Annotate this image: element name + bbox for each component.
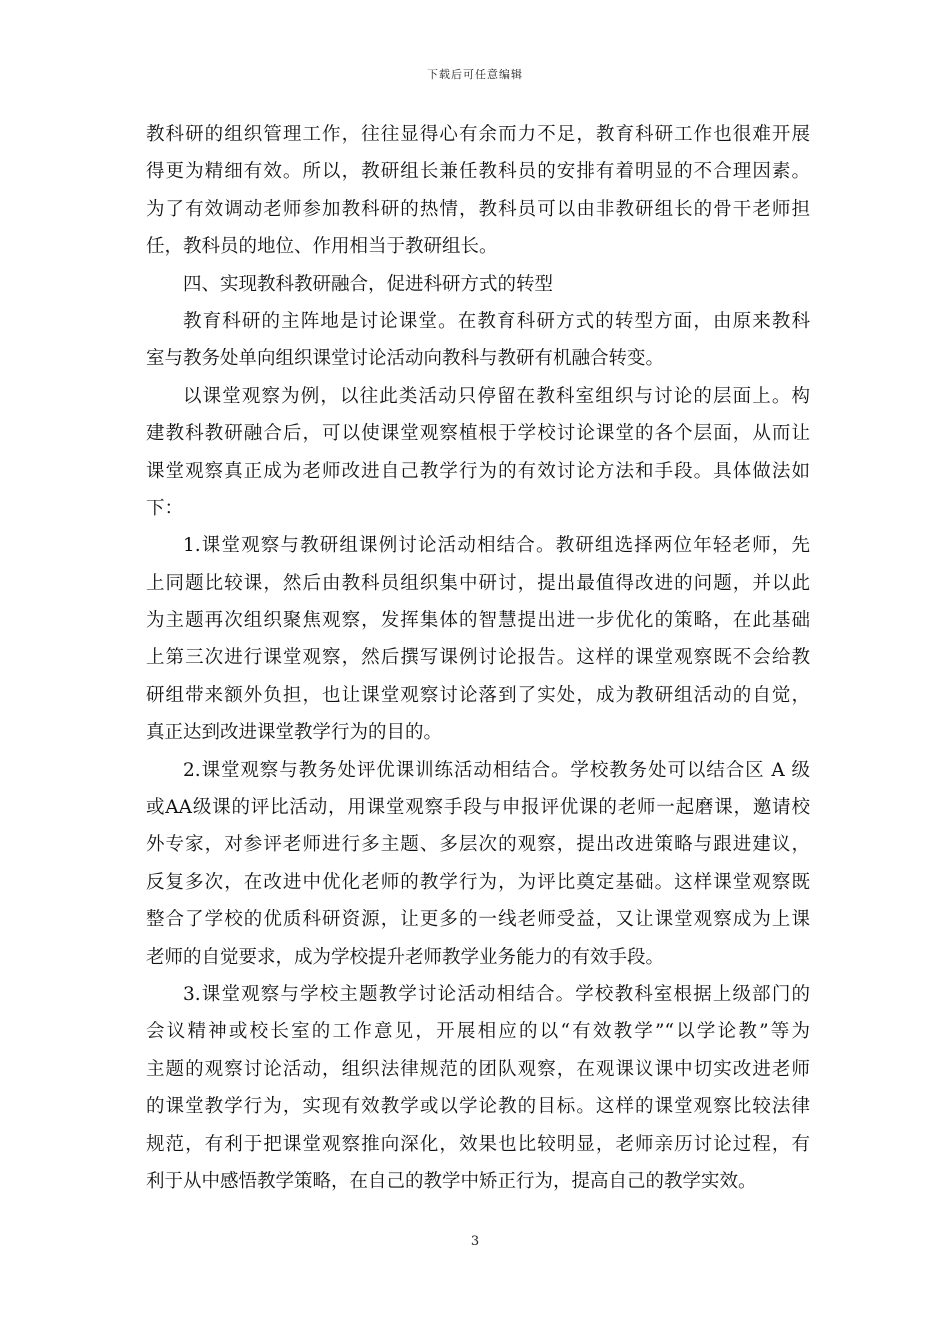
document-body [146, 116, 810, 1200]
text-line: 教育科研的主阵地是讨论课堂。在教育科研方式的转型方面，由原来教科 [183, 310, 810, 332]
text-line: 上同题比较课，然后由教科员组织集中研讨，提出最值得改进的问题，并以此 [146, 572, 810, 594]
text-line: 利于从中感悟教学策略，在自己的教学中矫正行为，提高自己的教学实效。 [146, 1170, 757, 1192]
text-line: 1.课堂观察与教研组课例讨论活动相结合。教研组选择两位年轻老师，先 [183, 535, 810, 557]
text-line: 室与教务处单向组织课堂讨论活动向教科与教研有机融合转变。 [146, 348, 665, 370]
text-line: 以课堂观察为例，以往此类活动只停留在教科室组织与讨论的层面上。构 [183, 385, 810, 407]
text-line: 下： [146, 497, 184, 519]
text-line: 研组带来额外负担，也让课堂观察讨论落到了实处，成为教研组活动的自觉， [146, 684, 810, 706]
text-line: 反复多次，在改进中优化老师的教学行为，为评比奠定基础。这样课堂观察既 [146, 871, 810, 893]
text-line: 上第三次进行课堂观察，然后撰写课例讨论报告。这样的课堂观察既不会给教 [146, 647, 810, 669]
text-line: 建教科教研融合后，可以使课堂观察植根于学校讨论课堂的各个层面，从而让 [146, 423, 810, 445]
text-line: 老师的自觉要求，成为学校提升老师教学业务能力的有效手段。 [146, 946, 665, 968]
text-line: 为主题再次组织聚焦观察，发挥集体的智慧提出进一步优化的策略，在此基础 [146, 610, 810, 632]
text-line: 或AA级课的评比活动，用课堂观察手段与申报评优课的老师一起磨课，邀请校 [146, 797, 810, 819]
text-line: 外专家，对参评老师进行多主题、多层次的观察，提出改进策略与跟进建议， [146, 834, 810, 856]
text-line: 教科研的组织管理工作，往往显得心有余而力不足，教育科研工作也很难开展 [146, 124, 810, 145]
text-line: 整合了学校的优质科研资源，让更多的一线老师受益，又让课堂观察成为上课 [146, 909, 810, 931]
text-line: 任，教科员的地位、作用相当于教研组长。 [146, 236, 498, 258]
text-line: 四、实现教科教研融合，促进科研方式的转型 [183, 273, 554, 295]
page-number: 3 [470, 1234, 480, 1249]
text-line: 规范，有利于把课堂观察推向深化，效果也比较明显，老师亲历讨论过程，有 [146, 1133, 810, 1155]
text-line: 真正达到改进课堂教学行为的目的。 [146, 722, 443, 744]
text-line: 2.课堂观察与教务处评优课训练活动相结合。学校教务处可以结合区 A 级 [183, 759, 810, 781]
text-line: 会议精神或校长室的工作意见，开展相应的以“有效教学”“以学论教”等为 [146, 1021, 810, 1043]
page-header: 下载后可任意编辑 [427, 68, 523, 81]
text-line: 主题的观察讨论活动，组织法律规范的团队观察，在观课议课中切实改进老师 [146, 1058, 810, 1080]
text-line: 的课堂教学行为，实现有效教学或以学论教的目标。这样的课堂观察比较法律 [146, 1096, 810, 1118]
text-line: 为了有效调动老师参加教科研的热情，教科员可以由非教研组长的骨干老师担 [146, 198, 810, 220]
text-line: 课堂观察真正成为老师改进自己教学行为的有效讨论方法和手段。具体做法如 [146, 460, 810, 482]
text-line: 得更为精细有效。所以，教研组长兼任教科员的安排有着明显的不合理因素。 [146, 161, 810, 183]
text-line: 3.课堂观察与学校主题教学讨论活动相结合。学校教科室根据上级部门的 [183, 983, 810, 1005]
